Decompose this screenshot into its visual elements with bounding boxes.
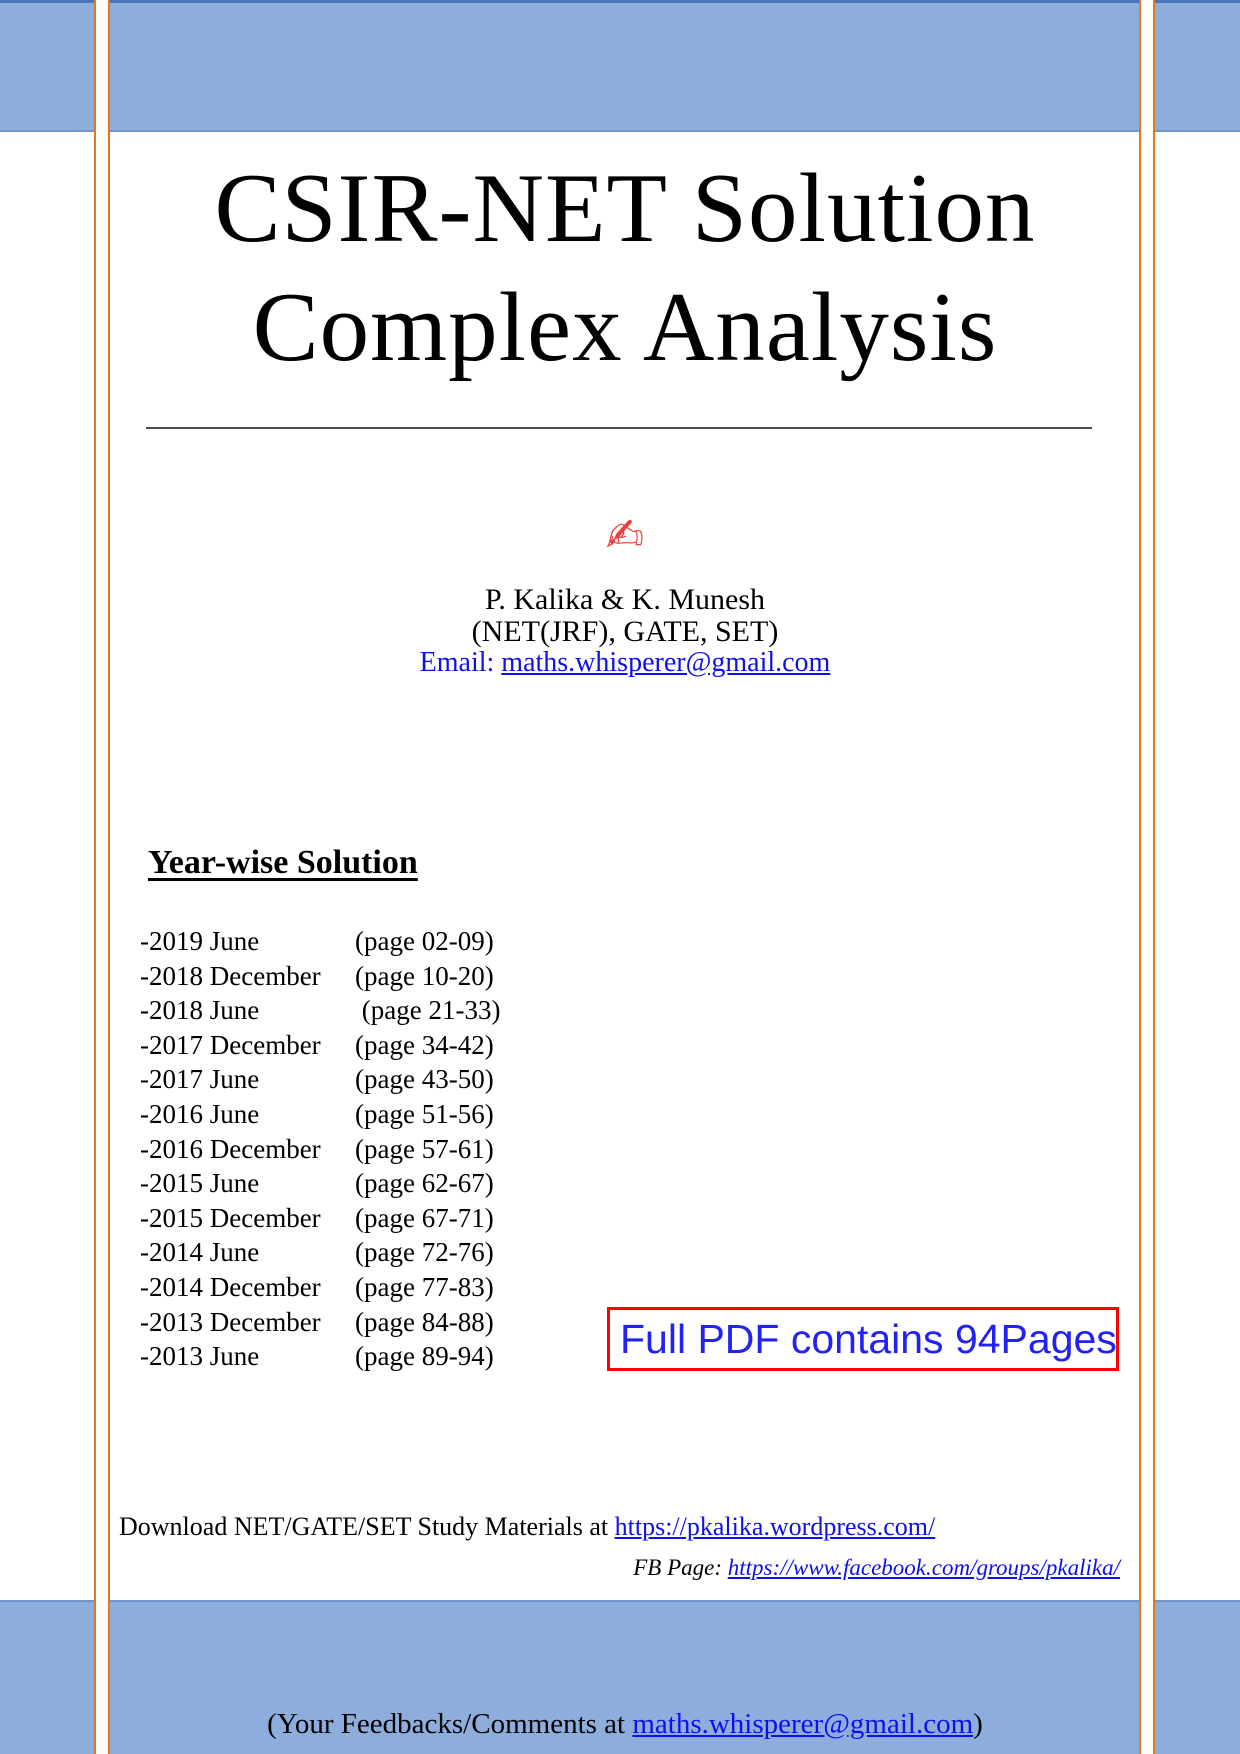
solution-year: -2015 December	[140, 1202, 321, 1233]
email-link[interactable]: maths.whisperer@gmail.com	[501, 647, 831, 679]
download-label: Download NET/GATE/SET Study Materials at	[119, 1512, 615, 1541]
solution-year: -2017 June	[140, 1064, 260, 1095]
solution-year: -2016 June	[140, 1098, 260, 1129]
solution-pages: (page 72-76)	[355, 1237, 494, 1268]
download-line	[119, 1512, 935, 1542]
solution-pages: (page 34-42)	[355, 1029, 494, 1060]
page-border-right	[1139, 0, 1155, 1754]
solution-pages: (page 57-61)	[355, 1133, 494, 1164]
solution-pages: (page 77-83)	[355, 1271, 494, 1302]
solution-pages: (page 62-67)	[355, 1168, 494, 1199]
author-names: P. Kalika & K. Munesh	[485, 583, 765, 616]
solution-row	[140, 1028, 500, 1063]
solution-year: -2017 December	[140, 1029, 321, 1060]
solution-row	[140, 959, 500, 994]
solution-pages: (page 67-71)	[355, 1202, 494, 1233]
wordpress-link[interactable]: https://pkalika.wordpress.com/	[614, 1512, 936, 1541]
solution-pages: (page 89-94)	[355, 1341, 494, 1372]
title-line-1: CSIR-NET Solution	[214, 154, 1036, 263]
solution-row	[140, 924, 500, 959]
solution-row	[140, 1201, 500, 1236]
author-email-line	[111, 648, 1139, 678]
solution-row	[140, 1166, 500, 1201]
solution-year: -2013 December	[140, 1306, 321, 1337]
solution-row	[140, 1235, 500, 1270]
feedback-email-link[interactable]: maths.whisperer@gmail.com	[632, 1708, 974, 1740]
solution-pages: (page 10-20)	[355, 960, 494, 991]
facebook-link[interactable]: https://www.facebook.com/groups/pkalika/	[727, 1555, 1120, 1580]
feedback-line	[111, 1708, 1139, 1741]
solution-row	[140, 1339, 500, 1374]
document-title	[111, 150, 1139, 388]
solution-pages: (page 84-88)	[355, 1306, 494, 1337]
author-block	[111, 584, 1139, 678]
feedback-suffix: )	[973, 1708, 983, 1740]
solution-row	[140, 993, 500, 1028]
solution-pages: (page 43-50)	[355, 1064, 494, 1095]
fb-line	[633, 1555, 1120, 1581]
author-qualifications: (NET(JRF), GATE, SET)	[471, 615, 779, 649]
pdf-note-box	[607, 1307, 1119, 1371]
title-line-2: Complex Analysis	[252, 272, 998, 382]
section-heading: Year-wise Solution	[148, 844, 418, 881]
solution-year: -2015 June	[140, 1168, 260, 1199]
solution-pages: (page 21-33)	[355, 995, 501, 1026]
solution-row	[140, 1097, 500, 1132]
solution-row	[140, 1062, 500, 1097]
solutions-list	[140, 924, 500, 1374]
page-border-left	[94, 0, 110, 1754]
solution-year: -2018 June	[140, 995, 260, 1026]
solution-year: -2014 June	[140, 1237, 260, 1268]
solution-year: -2019 June	[140, 926, 260, 956]
title-divider	[146, 427, 1092, 429]
email-label: Email:	[419, 647, 502, 679]
solution-row	[140, 1305, 500, 1340]
solution-pages: (page 51-56)	[355, 1098, 494, 1129]
solution-year: -2018 December	[140, 960, 321, 991]
writing-hand-icon: ✍	[605, 508, 645, 562]
solution-row	[140, 1270, 500, 1305]
solution-pages: (page 02-09)	[355, 926, 494, 956]
solution-year: -2014 December	[140, 1271, 321, 1302]
solution-year: -2016 December	[140, 1133, 321, 1164]
solution-row	[140, 1132, 500, 1167]
fb-label: FB Page:	[633, 1555, 728, 1580]
top-banner	[0, 0, 1240, 132]
feedback-prefix: (Your Feedbacks/Comments at	[267, 1708, 633, 1740]
pdf-note-text: Full PDF contains 94Pages	[620, 1315, 1117, 1362]
solution-year: -2013 June	[140, 1341, 260, 1372]
